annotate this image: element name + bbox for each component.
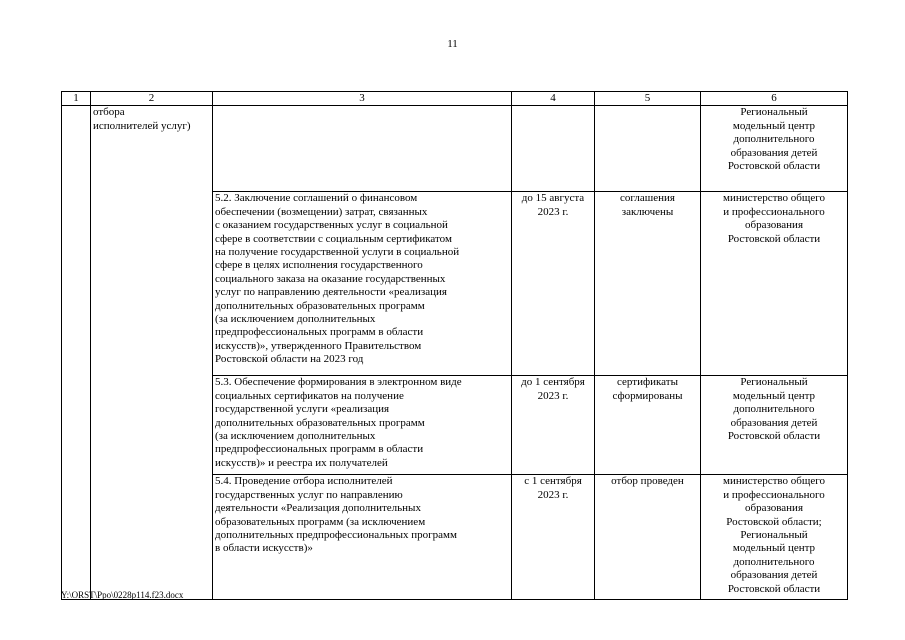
cell-task [213,106,512,192]
cell-event: отбора исполнителей услуг) [91,106,213,192]
cell-number [62,475,91,600]
table-row [62,376,848,475]
cell-result: отбор проведен [595,475,701,600]
cell-number [62,376,91,475]
cell-deadline: до 15 августа 2023 г. [512,192,595,376]
cell-responsible: министерство общего и профессионального образования Ростовской области [701,192,848,376]
cell-task: 5.2. Заключение соглашений о финансовом обеспечении (возмещении) затрат, связанных с оказанием государственных услуг в социальной сфере в соответствии с социальным сертификатом на получение государственной услуги в социальной сфере в целях исполнения государственного социального заказа на оказание государственных услуг по направлению деятельности «реализация дополнительных образовательных программ (за исключением дополнительных предпрофессиональных программ в области искусств)», утвержденного Правительством Ростовской области на 2023 год [213,192,512,376]
header-col-1: 1 [62,92,91,106]
cell-responsible: Региональный модельный центр дополнительного образования детей Ростовской области [701,376,848,475]
table-row [62,475,848,600]
document-file-path: Y:\ORST\Ppo\0228p114.f23.docx [61,590,184,600]
cell-task: 5.4. Проведение отбора исполнителей государственных услуг по направлению деятельности «Реализация дополнительных образовательных программ (за исключением дополнительных предпрофессиональных программ в области искусств)» [213,475,512,600]
header-col-6: 6 [701,92,848,106]
cell-event [91,376,213,475]
cell-number [62,106,91,192]
cell-event [91,192,213,376]
cell-number [62,192,91,376]
cell-task: 5.3. Обеспечение формирования в электронном виде социальных сертификатов на получение государственной услуги «реализация дополнительных образовательных программ (за исключением дополнительных предпрофессиональных программ в области искусств)» и реестра их получателей [213,376,512,475]
page-number: 11 [447,38,458,50]
header-row [62,92,848,106]
header-col-5: 5 [595,92,701,106]
cell-deadline [512,106,595,192]
cell-event [91,475,213,600]
table-row [62,106,848,192]
cell-result: соглашения заключены [595,192,701,376]
header-col-4: 4 [512,92,595,106]
cell-responsible: министерство общего и профессионального образования Ростовской области; Региональный модельный центр дополнительного образования детей Ростовской области [701,475,848,600]
cell-deadline: до 1 сентября 2023 г. [512,376,595,475]
header-col-3: 3 [213,92,512,106]
cell-responsible: Региональный модельный центр дополнительного образования детей Ростовской области [701,106,848,192]
cell-result [595,106,701,192]
cell-result: сертификаты сформированы [595,376,701,475]
cell-deadline: с 1 сентября 2023 г. [512,475,595,600]
plan-table [61,91,848,600]
header-col-2: 2 [91,92,213,106]
table-row [62,192,848,376]
